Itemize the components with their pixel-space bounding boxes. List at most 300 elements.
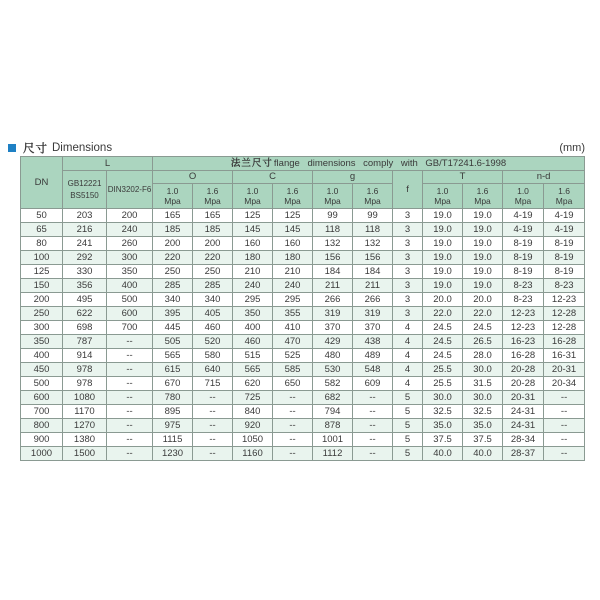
cell: 1380 — [63, 433, 107, 447]
cell: 285 — [153, 279, 193, 293]
cell: 12-28 — [544, 321, 585, 335]
cell: 3 — [393, 209, 423, 223]
cell: 156 — [353, 251, 393, 265]
cell: 19.0 — [463, 251, 503, 265]
cell: 240 — [233, 279, 273, 293]
cell: 4-19 — [503, 209, 544, 223]
table-row — [21, 405, 585, 419]
cell: -- — [107, 335, 153, 349]
table-row — [21, 293, 585, 307]
cell: 5 — [393, 419, 423, 433]
cell: 715 — [193, 377, 233, 391]
cell: 12-28 — [544, 307, 585, 321]
cell: 350 — [107, 265, 153, 279]
cell: -- — [544, 405, 585, 419]
cell: 216 — [63, 223, 107, 237]
cell: 900 — [21, 433, 63, 447]
cell: 1112 — [313, 447, 353, 461]
cell: 250 — [193, 265, 233, 279]
cell: 3 — [393, 237, 423, 251]
cell: 28-37 — [503, 447, 544, 461]
cell: 185 — [193, 223, 233, 237]
cell: 25.5 — [423, 363, 463, 377]
cell: 700 — [107, 321, 153, 335]
cell: 1230 — [153, 447, 193, 461]
cell: 515 — [233, 349, 273, 363]
cell: 370 — [313, 321, 353, 335]
cell: 16-31 — [544, 349, 585, 363]
table-row — [21, 237, 585, 251]
cell: -- — [353, 433, 393, 447]
cell: 184 — [353, 265, 393, 279]
cell: 19.0 — [463, 279, 503, 293]
cell: 609 — [353, 377, 393, 391]
cell: 350 — [233, 307, 273, 321]
cell: 429 — [313, 335, 353, 349]
cell: 266 — [313, 293, 353, 307]
header-span-en: flange dimensions comply with GB/T17241.6-1998 — [273, 158, 507, 169]
cell: 340 — [153, 293, 193, 307]
cell: 1001 — [313, 433, 353, 447]
cell: 37.5 — [423, 433, 463, 447]
section-title-en: Dimensions — [52, 142, 113, 154]
cell: 489 — [353, 349, 393, 363]
cell: 914 — [63, 349, 107, 363]
cell: 250 — [21, 307, 63, 321]
cell: -- — [107, 363, 153, 377]
cell: 211 — [353, 279, 393, 293]
cell: 4-19 — [503, 223, 544, 237]
cell: 4 — [393, 321, 423, 335]
cell: 19.0 — [423, 251, 463, 265]
header-l-din: DIN3202-F6 — [107, 171, 153, 209]
header-span-zh: 法兰尺寸 — [230, 158, 273, 169]
cell: 19.0 — [423, 209, 463, 223]
cell: 160 — [233, 237, 273, 251]
cell: 19.0 — [423, 279, 463, 293]
cell: 300 — [107, 251, 153, 265]
cell: 1080 — [63, 391, 107, 405]
cell: 26.5 — [463, 335, 503, 349]
cell: 319 — [313, 307, 353, 321]
cell: 12-23 — [544, 293, 585, 307]
cell: 125 — [233, 209, 273, 223]
header-pressure: 1.6 Mpa — [353, 184, 393, 209]
cell: 145 — [233, 223, 273, 237]
cell: 800 — [21, 419, 63, 433]
cell: 125 — [273, 209, 313, 223]
cell: 145 — [273, 223, 313, 237]
cell: 8-19 — [503, 251, 544, 265]
cell: 25.5 — [423, 377, 463, 391]
cell: 395 — [153, 307, 193, 321]
cell: 99 — [313, 209, 353, 223]
cell: -- — [273, 419, 313, 433]
cell: 682 — [313, 391, 353, 405]
cell: 3 — [393, 307, 423, 321]
cell: -- — [107, 405, 153, 419]
cell: 32.5 — [463, 405, 503, 419]
cell: 118 — [353, 223, 393, 237]
cell: 99 — [353, 209, 393, 223]
header-l-gb — [63, 171, 107, 209]
cell: 400 — [233, 321, 273, 335]
cell: 240 — [107, 223, 153, 237]
cell: 180 — [273, 251, 313, 265]
cell: 266 — [353, 293, 393, 307]
cell: 3 — [393, 251, 423, 265]
cell: 19.0 — [463, 223, 503, 237]
cell: 330 — [63, 265, 107, 279]
cell: 118 — [313, 223, 353, 237]
cell: 156 — [313, 251, 353, 265]
header-pressure: 1.6 Mpa — [544, 184, 585, 209]
header-pressure: 1.0 Mpa — [313, 184, 353, 209]
header-row-1 — [21, 157, 585, 171]
cell: -- — [193, 447, 233, 461]
cell: 460 — [233, 335, 273, 349]
cell: 1270 — [63, 419, 107, 433]
cell: 20-31 — [503, 391, 544, 405]
cell: 20-28 — [503, 363, 544, 377]
cell: 12-23 — [503, 321, 544, 335]
cell: 24-31 — [503, 419, 544, 433]
table-row — [21, 265, 585, 279]
table-row — [21, 321, 585, 335]
dimensions-table — [20, 156, 585, 461]
cell: 16-28 — [544, 335, 585, 349]
cell: 1170 — [63, 405, 107, 419]
cell: 895 — [153, 405, 193, 419]
cell: 698 — [63, 321, 107, 335]
header-group-t: T — [423, 171, 503, 184]
cell: 32.5 — [423, 405, 463, 419]
cell: 3 — [393, 223, 423, 237]
table-row — [21, 433, 585, 447]
cell: 200 — [21, 293, 63, 307]
cell: 132 — [313, 237, 353, 251]
header-l: L — [63, 157, 153, 171]
cell: 650 — [273, 377, 313, 391]
cell: 295 — [233, 293, 273, 307]
cell: 920 — [233, 419, 273, 433]
cell: 978 — [63, 377, 107, 391]
cell: -- — [273, 405, 313, 419]
cell: 975 — [153, 419, 193, 433]
cell: 355 — [273, 307, 313, 321]
cell: 40.0 — [463, 447, 503, 461]
cell: 8-19 — [544, 265, 585, 279]
cell: -- — [273, 447, 313, 461]
cell: 24.5 — [463, 321, 503, 335]
cell: 40.0 — [423, 447, 463, 461]
cell: 220 — [153, 251, 193, 265]
cell: 450 — [21, 363, 63, 377]
cell: 5 — [393, 447, 423, 461]
cell: 240 — [273, 279, 313, 293]
cell: 24.5 — [423, 349, 463, 363]
cell: -- — [107, 377, 153, 391]
cell: 165 — [193, 209, 233, 223]
cell: 500 — [21, 377, 63, 391]
header-row-2 — [21, 171, 585, 184]
cell: 794 — [313, 405, 353, 419]
cell: 20-31 — [544, 363, 585, 377]
cell: 8-19 — [503, 237, 544, 251]
cell: 203 — [63, 209, 107, 223]
cell: -- — [353, 405, 393, 419]
cell: 22.0 — [463, 307, 503, 321]
cell: 8-19 — [544, 251, 585, 265]
table-row — [21, 419, 585, 433]
cell: 700 — [21, 405, 63, 419]
cell: 16-23 — [503, 335, 544, 349]
cell: 585 — [273, 363, 313, 377]
cell: 185 — [153, 223, 193, 237]
cell: 65 — [21, 223, 63, 237]
cell: -- — [107, 391, 153, 405]
cell: 370 — [353, 321, 393, 335]
table-row — [21, 377, 585, 391]
table-body — [21, 209, 585, 461]
cell: 615 — [153, 363, 193, 377]
cell: 180 — [233, 251, 273, 265]
cell: 160 — [273, 237, 313, 251]
cell: -- — [273, 433, 313, 447]
table-row — [21, 223, 585, 237]
cell: -- — [544, 433, 585, 447]
header-span — [153, 157, 585, 171]
cell: -- — [273, 391, 313, 405]
cell: 505 — [153, 335, 193, 349]
cell: -- — [544, 447, 585, 461]
cell: 600 — [107, 307, 153, 321]
cell: 8-23 — [544, 279, 585, 293]
cell: 295 — [273, 293, 313, 307]
cell: 31.5 — [463, 377, 503, 391]
cell: 8-23 — [503, 293, 544, 307]
cell: 5 — [393, 405, 423, 419]
cell: 400 — [107, 279, 153, 293]
cell: 1115 — [153, 433, 193, 447]
header-pressure: 1.0 Mpa — [233, 184, 273, 209]
header-pressure: 1.6 Mpa — [193, 184, 233, 209]
cell: 35.0 — [463, 419, 503, 433]
cell: 460 — [193, 321, 233, 335]
cell: 565 — [233, 363, 273, 377]
section-title-row — [8, 140, 585, 156]
cell: 35.0 — [423, 419, 463, 433]
section-bullet-icon — [8, 144, 16, 152]
cell: 978 — [63, 363, 107, 377]
cell: 495 — [63, 293, 107, 307]
header-group-g: g — [313, 171, 393, 184]
cell: 725 — [233, 391, 273, 405]
section-title-zh: 尺寸 — [23, 143, 48, 155]
cell: 600 — [21, 391, 63, 405]
cell: 260 — [107, 237, 153, 251]
cell: 548 — [353, 363, 393, 377]
cell: 622 — [63, 307, 107, 321]
cell: -- — [107, 433, 153, 447]
cell: 285 — [193, 279, 233, 293]
cell: 292 — [63, 251, 107, 265]
header-pressure: 1.0 Mpa — [503, 184, 544, 209]
table-row — [21, 447, 585, 461]
cell: -- — [544, 419, 585, 433]
cell: 3 — [393, 279, 423, 293]
cell: 200 — [193, 237, 233, 251]
cell: 211 — [313, 279, 353, 293]
cell: 3 — [393, 265, 423, 279]
cell: 410 — [273, 321, 313, 335]
header-l-gb-line1: GB12221 — [67, 178, 102, 188]
cell: -- — [107, 447, 153, 461]
table-row — [21, 391, 585, 405]
table-row — [21, 251, 585, 265]
cell: 520 — [193, 335, 233, 349]
cell: 400 — [21, 349, 63, 363]
header-pressure: 1.6 Mpa — [463, 184, 503, 209]
cell: 4 — [393, 377, 423, 391]
cell: 878 — [313, 419, 353, 433]
cell: 300 — [21, 321, 63, 335]
cell: -- — [193, 433, 233, 447]
cell: -- — [193, 419, 233, 433]
cell: 184 — [313, 265, 353, 279]
cell: 20-34 — [544, 377, 585, 391]
cell: 132 — [353, 237, 393, 251]
cell: 20-28 — [503, 377, 544, 391]
cell: 4 — [393, 349, 423, 363]
cell: -- — [353, 391, 393, 405]
cell: 319 — [353, 307, 393, 321]
cell: 200 — [153, 237, 193, 251]
cell: 24-31 — [503, 405, 544, 419]
cell: 445 — [153, 321, 193, 335]
cell: 405 — [193, 307, 233, 321]
cell: 565 — [153, 349, 193, 363]
cell: 340 — [193, 293, 233, 307]
cell: 210 — [233, 265, 273, 279]
cell: 30.0 — [423, 391, 463, 405]
header-pressure: 1.0 Mpa — [153, 184, 193, 209]
cell: 3 — [393, 293, 423, 307]
cell: 30.0 — [463, 363, 503, 377]
header-group-o: O — [153, 171, 233, 184]
cell: 530 — [313, 363, 353, 377]
cell: 500 — [107, 293, 153, 307]
table-row — [21, 335, 585, 349]
cell: 80 — [21, 237, 63, 251]
cell: 1050 — [233, 433, 273, 447]
cell: 525 — [273, 349, 313, 363]
cell: -- — [107, 349, 153, 363]
cell: 150 — [21, 279, 63, 293]
header-l-gb-line2: BS5150 — [70, 190, 99, 200]
header-pressure: 1.6 Mpa — [273, 184, 313, 209]
cell: 4-19 — [544, 209, 585, 223]
cell: 5 — [393, 433, 423, 447]
table-row — [21, 363, 585, 377]
header-group-c: C — [233, 171, 313, 184]
header-pressure: 1.0 Mpa — [423, 184, 463, 209]
cell: 20.0 — [463, 293, 503, 307]
cell: 480 — [313, 349, 353, 363]
cell: 670 — [153, 377, 193, 391]
cell: 8-19 — [503, 265, 544, 279]
cell: 787 — [63, 335, 107, 349]
cell: 19.0 — [463, 237, 503, 251]
cell: 620 — [233, 377, 273, 391]
table-row — [21, 209, 585, 223]
cell: 250 — [153, 265, 193, 279]
unit-label: (mm) — [559, 142, 585, 154]
cell: 165 — [153, 209, 193, 223]
cell: -- — [107, 419, 153, 433]
cell: 28.0 — [463, 349, 503, 363]
cell: -- — [353, 419, 393, 433]
cell: 840 — [233, 405, 273, 419]
cell: 100 — [21, 251, 63, 265]
cell: -- — [353, 447, 393, 461]
cell: 5 — [393, 391, 423, 405]
cell: 210 — [273, 265, 313, 279]
cell: 350 — [21, 335, 63, 349]
cell: 4 — [393, 363, 423, 377]
cell: 4-19 — [544, 223, 585, 237]
table-row — [21, 307, 585, 321]
cell: 582 — [313, 377, 353, 391]
cell: 780 — [153, 391, 193, 405]
cell: 19.0 — [423, 265, 463, 279]
header-group-f: f — [393, 171, 423, 209]
header-group-nd: n-d — [503, 171, 585, 184]
cell: 22.0 — [423, 307, 463, 321]
cell: 125 — [21, 265, 63, 279]
cell: 19.0 — [463, 265, 503, 279]
cell: 12-23 — [503, 307, 544, 321]
table-row — [21, 349, 585, 363]
cell: 37.5 — [463, 433, 503, 447]
cell: -- — [193, 405, 233, 419]
cell: 19.0 — [423, 223, 463, 237]
cell: 16-28 — [503, 349, 544, 363]
cell: 19.0 — [463, 209, 503, 223]
table-row — [21, 279, 585, 293]
cell: 580 — [193, 349, 233, 363]
cell: 241 — [63, 237, 107, 251]
cell: 356 — [63, 279, 107, 293]
cell: 30.0 — [463, 391, 503, 405]
cell: 220 — [193, 251, 233, 265]
cell: -- — [193, 391, 233, 405]
cell: 4 — [393, 335, 423, 349]
cell: 470 — [273, 335, 313, 349]
cell: 1160 — [233, 447, 273, 461]
cell: 640 — [193, 363, 233, 377]
cell: 200 — [107, 209, 153, 223]
cell: 28-34 — [503, 433, 544, 447]
cell: 24.5 — [423, 335, 463, 349]
cell: 50 — [21, 209, 63, 223]
cell: 8-23 — [503, 279, 544, 293]
cell: 1000 — [21, 447, 63, 461]
cell: 1500 — [63, 447, 107, 461]
cell: 438 — [353, 335, 393, 349]
cell: 19.0 — [423, 237, 463, 251]
cell: 20.0 — [423, 293, 463, 307]
